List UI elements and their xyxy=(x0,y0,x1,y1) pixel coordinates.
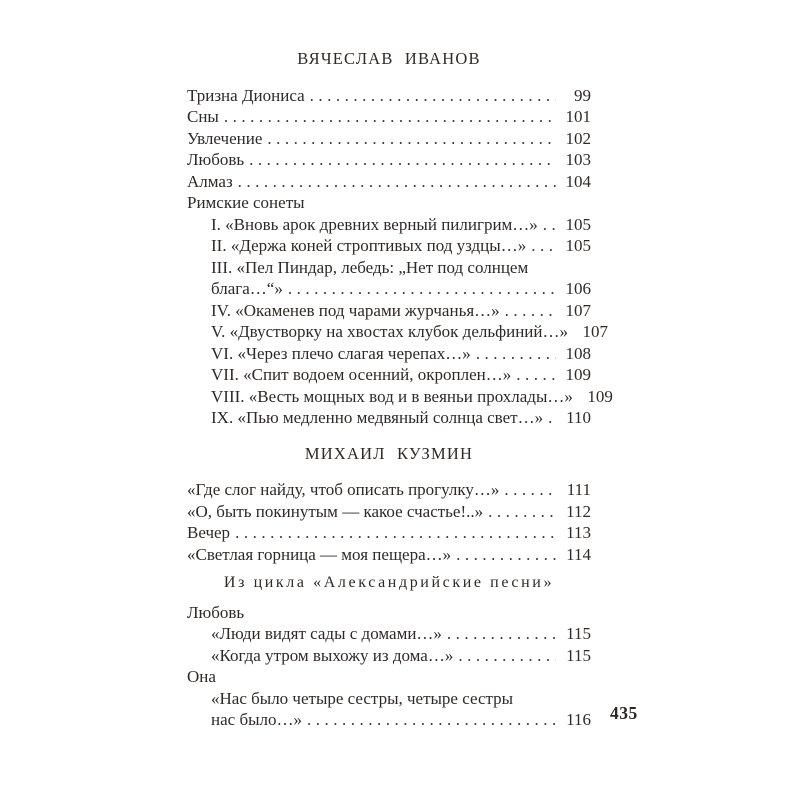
toc-entry-line xyxy=(187,407,591,429)
dot-leader xyxy=(224,106,556,128)
entry-page-number: 114 xyxy=(566,544,591,564)
entry-page-number: 101 xyxy=(565,107,591,126)
dot-leader xyxy=(288,278,556,300)
entry-title: «О, быть покинутым — какое счастье!..» xyxy=(187,501,484,521)
dot-leader xyxy=(235,522,556,544)
dot-leader xyxy=(476,343,556,365)
toc-entry-line xyxy=(187,300,591,322)
toc-entry-line xyxy=(187,602,591,624)
toc-entry-line xyxy=(187,544,591,566)
page-folio: 435 xyxy=(610,703,638,723)
toc-entry-line xyxy=(187,128,591,150)
dot-leader xyxy=(504,479,556,501)
toc-entry-line xyxy=(187,149,591,171)
entry-page-number: 105 xyxy=(565,214,591,234)
entry-title: нас было…» xyxy=(211,710,302,729)
entry-title: «Люди видят сады с домами…» xyxy=(211,624,442,643)
toc-entry-line xyxy=(187,623,591,645)
entry-title: VIII. «Весть мощных вод и в веяньи прохлады…» xyxy=(211,386,573,406)
toc-entry-line xyxy=(187,171,591,193)
entry-title: Тризна Диониса xyxy=(187,85,305,105)
entry-title: III. «Пел Пиндар, лебедь: „Нет под солнцем xyxy=(211,257,529,277)
toc-entry-line xyxy=(187,106,591,128)
entry-title: Сны xyxy=(187,107,219,126)
toc-entry-line xyxy=(187,257,591,279)
entry-page-number: 99 xyxy=(574,85,591,105)
dot-leader xyxy=(456,544,556,566)
dot-leader xyxy=(458,645,556,667)
entry-title: Любовь xyxy=(187,602,245,622)
entry-title: VII. «Спит водоем осенний, окроплен…» xyxy=(211,365,512,384)
entry-page-number: 102 xyxy=(565,128,591,148)
toc-entry-line xyxy=(187,235,591,257)
toc-entry-line xyxy=(187,364,591,386)
entry-page-number: 116 xyxy=(566,710,591,729)
entry-page-number: 109 xyxy=(587,386,613,406)
entry-title: IX. «Пью медленно медвяный солнца свет…» xyxy=(211,408,544,427)
toc xyxy=(187,48,613,731)
dot-leader xyxy=(249,149,556,171)
dot-leader xyxy=(267,128,556,150)
entry-page-number: 109 xyxy=(565,365,591,384)
entry-title: V. «Двустворку на хвостах клубок дельфиний…» xyxy=(211,322,568,341)
toc-entry-line xyxy=(187,343,591,365)
entry-title: Алмаз xyxy=(187,171,233,191)
dot-leader xyxy=(543,214,556,236)
toc-entry-line xyxy=(187,666,591,688)
toc-entry-line xyxy=(187,645,591,667)
entry-title: VI. «Через плечо слагая черепах…» xyxy=(211,343,471,363)
toc-entry-line xyxy=(187,522,591,544)
dot-leader xyxy=(531,235,556,257)
entry-page-number: 110 xyxy=(566,408,591,427)
toc-entry-line xyxy=(187,386,613,408)
entry-page-number: 113 xyxy=(566,523,591,542)
author-heading: МИХАИЛ КУЗМИН xyxy=(304,443,474,463)
toc-entry-line xyxy=(187,192,591,214)
entry-page-number: 103 xyxy=(565,150,591,169)
entry-title: «Нас было четыре сестры, четыре сестры xyxy=(211,688,514,708)
entry-title: IV. «Окаменев под чарами журчанья…» xyxy=(211,300,500,320)
dot-leader xyxy=(548,407,556,429)
entry-page-number: 108 xyxy=(565,343,591,363)
dot-leader xyxy=(310,85,556,107)
dot-leader xyxy=(238,171,556,193)
dot-leader xyxy=(505,300,556,322)
toc-entry-line xyxy=(187,709,591,731)
entry-page-number: 107 xyxy=(565,300,591,320)
toc-entry-line xyxy=(187,501,591,523)
cycle-heading: Из цикла «Александрийские песни» xyxy=(223,574,555,591)
entry-title: «Когда утром выхожу из дома…» xyxy=(211,645,454,665)
dot-leader xyxy=(307,709,556,731)
entry-page-number: 107 xyxy=(582,322,608,341)
entry-title: «Где слог найду, чтоб описать прогулку…» xyxy=(187,480,500,499)
entry-title: I. «Вновь арок древних верный пилигрим…» xyxy=(211,214,538,234)
entry-page-number: 105 xyxy=(565,236,591,255)
entry-title: «Светлая горница — моя пещера…» xyxy=(187,544,452,564)
entry-title: блага…“» xyxy=(211,279,283,298)
entry-page-number: 106 xyxy=(565,279,591,298)
entry-title: Она xyxy=(187,667,216,686)
toc-entry-line xyxy=(187,214,591,236)
toc-entry-line xyxy=(187,85,591,107)
dot-leader xyxy=(516,364,556,386)
author-heading: ВЯЧЕСЛАВ ИВАНОВ xyxy=(297,49,481,68)
entry-page-number: 112 xyxy=(566,501,591,521)
entry-page-number: 111 xyxy=(566,480,591,499)
dot-leader xyxy=(488,501,556,523)
entry-page-number: 115 xyxy=(566,645,591,665)
entry-title: Любовь xyxy=(187,150,245,169)
entry-title: Вечер xyxy=(187,523,231,542)
entry-title: Увлечение xyxy=(187,128,263,148)
entry-page-number: 115 xyxy=(566,624,591,643)
toc-entry-line xyxy=(187,688,591,710)
entry-title: Римские сонеты xyxy=(187,193,305,212)
entry-title: II. «Держа коней строптивых под уздцы…» xyxy=(211,236,527,255)
toc-entry-line xyxy=(187,479,591,501)
entry-page-number: 104 xyxy=(565,171,591,191)
toc-entry-line xyxy=(187,321,608,343)
toc-entry-line xyxy=(187,278,591,300)
dot-leader xyxy=(447,623,556,645)
